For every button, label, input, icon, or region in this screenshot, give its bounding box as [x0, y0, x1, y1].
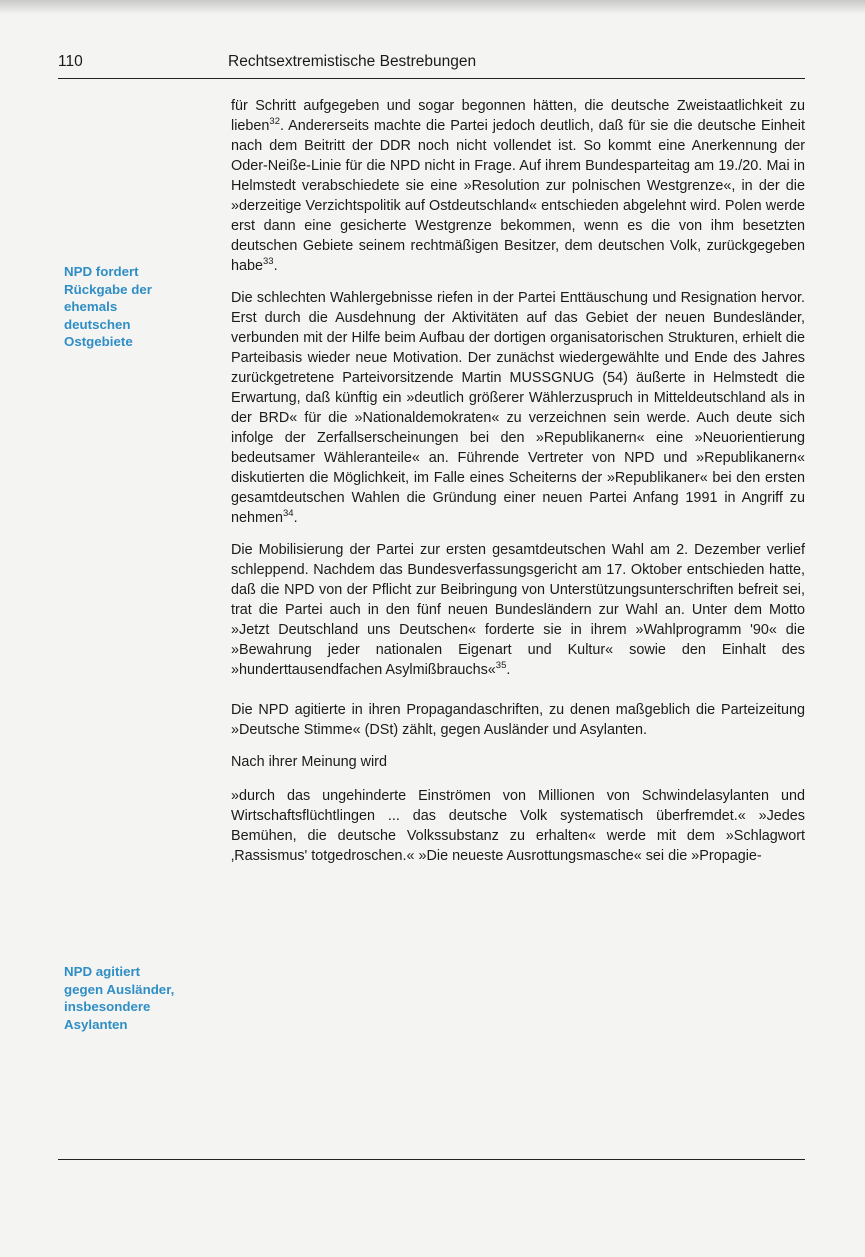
paragraph-4: Die NPD agitierte in ihren Propagandaschriften, zu denen maßgeblich die Parteizeitung »Deutsche Stimme« (DSt) zählt, gegen Ausländer und Asylanten.	[231, 702, 805, 738]
running-title: Rechtsextremistische Bestrebungen	[228, 53, 477, 70]
page-header	[58, 52, 805, 76]
page-number: 110	[58, 53, 83, 70]
footnote-ref-32: 32	[269, 116, 280, 128]
margin-note-auslaender	[64, 963, 224, 1033]
quote-paragraph: »durch das ungehinderte Einströmen von Millionen von Schwindelasylanten und Wirtschaftsflüchtlingen ... das deutsche Volk systematisch überfremdet.« »Jedes Bemühen, die deutsche Volkssubstanz zu erhalten« werde mit dem »Schlagwort ‚Rassismus' totgedroschen.« »Die neueste Ausrottungsmasche« sei die »Propagie-	[231, 788, 805, 864]
paragraph-1: für Schritt aufgegeben und sogar begonnen hätten, die deutsche Zweistaatlichkeit zu lieben$^{32}$. Andererseits machte die Partei jedoch deutlich, daß für sie die deutsche Einheit nach dem Beitritt der DDR noch nicht vollendet ist. So kommt eine Anerkennung der Oder-Neiße-Linie für die NPD nicht in Frage. Auf ihrem Bundesparteitag am 19./20. Mai in Helmstedt verabschiedete sie eine »Resolution zur polnischen Westgrenze«, in der die »derzeitige Verzichtspolitik auf Ostdeutschland« entschieden abgelehnt wird. Polen werde erst dann eine gesicherte Westgrenze bekommen, wenn es die von ihm besetzten deutschen Gebiete seinem rechtmäßigen Besitzer, dem deutschen Volk, zurückgegeben habe$^{33}$.	[231, 98, 805, 274]
header-rule	[58, 78, 805, 79]
main-text	[231, 96, 805, 866]
footnote-ref-33: 33	[263, 256, 274, 268]
margin-note-ostgebiete	[64, 263, 224, 351]
page-top-shadow	[0, 0, 865, 14]
margin-note-line: NPD fordert	[64, 264, 139, 279]
margin-note-line: ehemals	[64, 299, 118, 314]
footnote-ref-35: 35	[495, 660, 507, 672]
margin-note-line: gegen Ausländer,	[64, 981, 175, 997]
margin-note-line: insbesondere	[64, 999, 151, 1014]
footer-rule	[58, 1159, 805, 1160]
margin-note-line: Asylanten	[64, 1016, 128, 1032]
footnote-ref-34: 34	[283, 508, 294, 520]
margin-note-line: NPD agitiert	[64, 964, 141, 979]
margin-note-line: Ostgebiete	[64, 334, 133, 349]
margin-note-line: deutschen	[64, 316, 131, 332]
paragraph-2: Die schlechten Wahlergebnisse riefen in der Partei Enttäuschung und Resignation hervor. Erst durch die Ausdehnung der Aktivitäten auf das Gebiet der neuen Bundesländer, verbunden mit der Hilfe beim Aufbau der dortigen organisatorischen Strukturen, erhielt die Parteibasis wieder neue Motivation. Der zunächst wiedergewählte und Ende des Jahres zurückgetretene Parteivorsitzende Martin MUSSGNUG (54) äußerte in Helmstedt die Erwartung, daß künftig ein »deutlich größerer Wählerzuspruch in Mitteldeutschland als in der BRD« für die »Nationaldemokraten« zu verzeichnen sein werde. Auch deute sich infolge der Zerfallserscheinungen bei den »Republikanern« eine »Neuorientierung bedeutsamer Wähleranteile« an. Führende Vertreter von NPD und »Republikanern« diskutierten die Möglichkeit, im Falle eines Scheiterns der »Republikaner« bei den ersten gesamtdeutschen Wahlen die Gründung einer neuen Partei Anfang 1991 in Angriff zu nehmen$^{34}$.	[231, 290, 805, 526]
paragraph-3: Die Mobilisierung der Partei zur ersten gesamtdeutschen Wahl am 2. Dezember verlief schleppend. Nachdem das Bundesverfassungsgericht am 17. Oktober entschieden hatte, daß die NPD von der Pflicht zur Beibringung von Unterstützungsunterschriften befreit sei, trat die Partei auch in den fünf neuen Bundesländern zur Wahl an. Unter dem Motto »Jetzt Deutschland uns Deutschen« forderte sie in ihrem »Wahlprogramm '90« die »Bewahrung jeder nationalen Eigenart und Kultur« sowie den Einhalt des »hunderttausendfachen Asylmißbrauchs«$^{35}$.	[231, 542, 805, 678]
paragraph-5: Nach ihrer Meinung wird	[231, 754, 387, 770]
margin-note-line: Rückgabe der	[64, 281, 152, 297]
